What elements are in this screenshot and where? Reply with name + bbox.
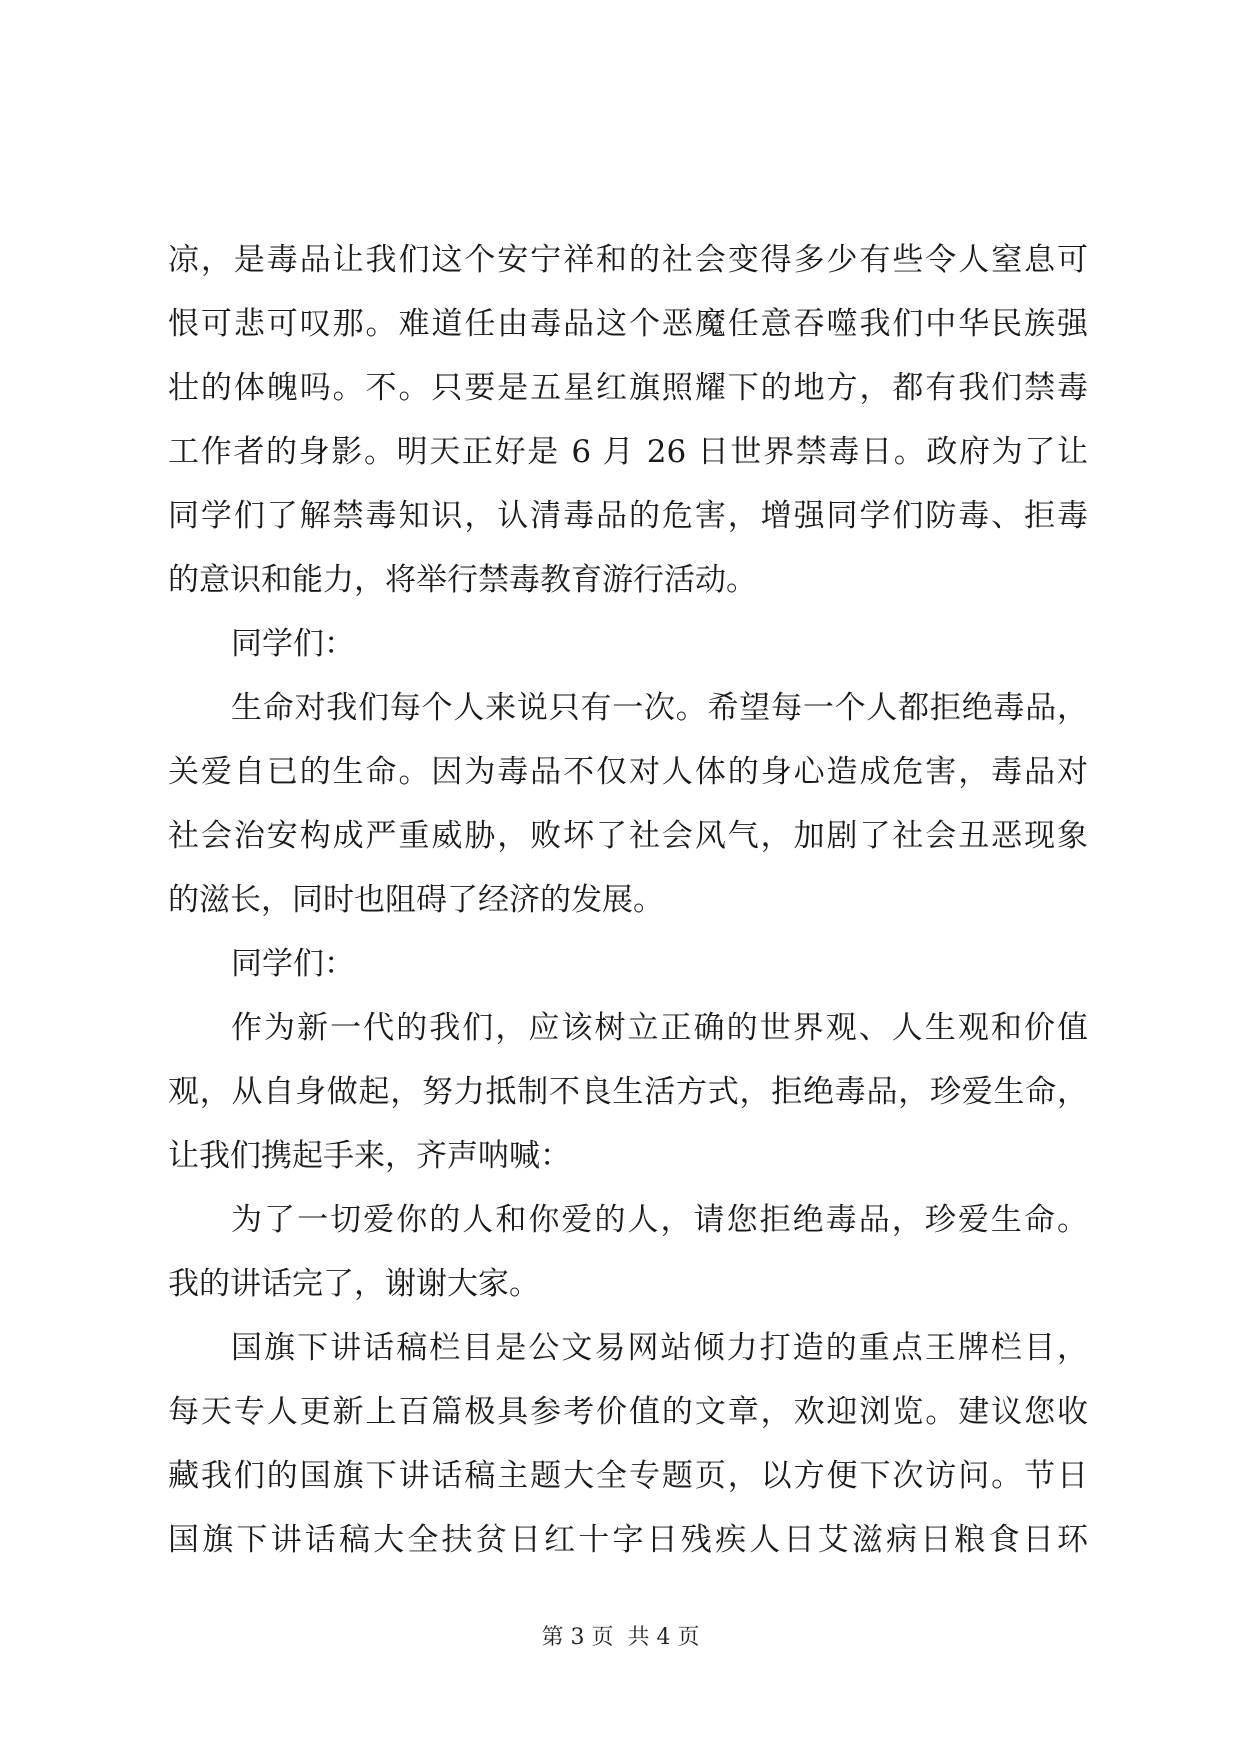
text-line: 工作者的身影。明天正好是 6 月 26 日世界禁毒日。政府为了让 (168, 434, 1088, 470)
page-footer (0, 1620, 1241, 1651)
page-number-label: 第 3 页 共 4 页 (541, 1625, 700, 1650)
text-line: 关爱自已的生命。因为毒品不仅对人体的身心造成危害，毒品对 (168, 754, 1088, 790)
text-line: 壮的体魄吗。不。只要是五星红旗照耀下的地方，都有我们禁毒 (168, 370, 1088, 406)
text-line: 的滋长，同时也阻碍了经济的发展。 (168, 882, 664, 918)
text-line: 每天专人更新上百篇极具参考价值的文章，欢迎浏览。建议您收 (168, 1394, 1088, 1430)
document-body (168, 228, 1088, 1572)
text-line: 同学们： (231, 626, 355, 662)
text-line: 让我们携起手来，齐声呐喊： (168, 1138, 571, 1174)
text-line: 观，从自身做起，努力抵制不良生活方式，拒绝毒品，珍爱生命， (168, 1074, 1088, 1110)
text-line: 凉，是毒品让我们这个安宁祥和的社会变得多少有些令人窒息可 (168, 242, 1088, 278)
text-line: 藏我们的国旗下讲话稿主题大全专题页，以方便下次访问。节日 (168, 1458, 1088, 1494)
text-line: 的意识和能力，将举行禁毒教育游行活动。 (168, 562, 757, 598)
text-line: 为了一切爱你的人和你爱的人，请您拒绝毒品，珍爱生命。 (231, 1202, 1088, 1238)
text-line: 同学们了解禁毒知识，认清毒品的危害，增强同学们防毒、拒毒 (168, 498, 1088, 534)
text-line: 我的讲话完了，谢谢大家。 (168, 1266, 540, 1302)
text-line: 生命对我们每个人来说只有一次。希望每一个人都拒绝毒品， (231, 690, 1088, 726)
text-line: 同学们： (231, 946, 355, 982)
text-line: 国旗下讲话稿栏目是公文易网站倾力打造的重点王牌栏目， (231, 1330, 1088, 1366)
text-line: 作为新一代的我们，应该树立正确的世界观、人生观和价值 (231, 1010, 1088, 1046)
text-line: 恨可悲可叹那。难道任由毒品这个恶魔任意吞噬我们中华民族强 (168, 306, 1088, 342)
text-line: 社会治安构成严重威胁，败坏了社会风气，加剧了社会丑恶现象 (168, 818, 1088, 854)
text-line: 国旗下讲话稿大全扶贫日红十字日残疾人日艾滋病日粮食日环 (168, 1522, 1088, 1558)
